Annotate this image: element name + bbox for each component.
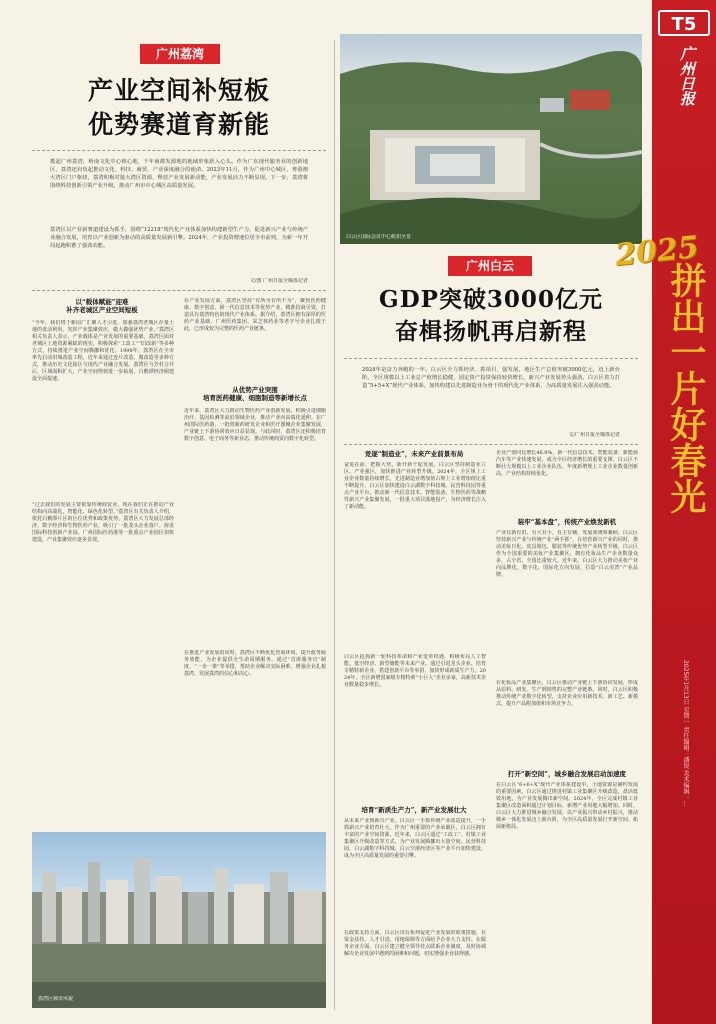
masthead-logo: 广州日报: [678, 46, 696, 106]
right-body-2: 白云区抢抓新一轮科技革命和产业变革机遇，积极布局人工智能、低空经济、新型储能等未来产业。通过引进龙头企业、培育专精特新企业、搭建创新平台等举措，加快形成新质生产力。2024年，全区新增国家级专精特新“小巨人”企业多家，高新技术企业数量稳步增长。: [344, 654, 486, 688]
right-body-4: 在政策支持方面，白云区出台系列促进产业发展的政策措施，在资金扶持、人才引进、用地保障等方面给予企业大力支持。在服务企业方面，白云区建立健全领导挂点联系企业制度，及时协调解决企业发展中遇到的困难和问题，切实增强企业获得感。: [344, 930, 486, 957]
right-title-line2: 奋楫扬帆再启新程: [395, 318, 587, 345]
slogan-text: 拼出一片好春光: [665, 262, 707, 514]
year-2025-art: 2025: [613, 229, 701, 274]
section-tag-baiyun: 广州白云: [448, 256, 532, 276]
left-body-3: 在产业发展方面，荔湾区坚持“有所为有所不为”，聚焦医药健康、数字创意、新一代信息技术等优势产业，精准招商引资，打造具有荔湾特色的现代产业体系。据介绍，荔湾区拥有深厚的医药产业基础，广州医药集团、采芝林药业等老字号企业扎根于此，已形成较为完整的医药产业链条。: [184, 298, 326, 332]
right-body-5: 企业产值同比增长46.9%，新一代信息技术、智能装备、新能源汽车等产业快速发展，成为全区经济增长的重要支撑。白云区不断壮大规模以上工业企业队伍，年度新增规上工业企业数量创新高，产业结构持续优化。: [496, 450, 638, 477]
page-number-badge: T5: [658, 10, 710, 36]
right-title-line1: GDP突破3000亿元: [379, 286, 603, 313]
right-body-6: 产业有新有旧，有大有小，有主有辅，发展要统筹兼顾。白云区坚持新兴产业与传统产业“两手抓”，在培育新兴产业的同时，推动美妆日化、皮具箱包、服装等传统优势产业转型升级。白云区作为全国重要的美妆产业集聚区，拥有化妆品生产企业数量众多，占全省、全国比重较大。近年来，白云区大力推动美妆产业向品牌化、数字化、国际化方向发展，打造“白云美湾”产业品牌。: [496, 530, 638, 578]
left-title-line2: 优势赛道育新能: [87, 110, 270, 139]
right-subhead-2: 培育“新质生产力”，新产业发展壮大: [361, 806, 467, 814]
right-body-3: 从未来产业到新兴产业，白云区一手抓传统产业改造提升，一手抓新兴产业培育壮大。作为广州重要的产业承载区，白云区拥有丰富的产业空间资源。近年来，白云区通过“工改工”、村镇工业集聚区升级改造等方式，为产业发展腾挪出大量空间。民营科技园、白云湖数字科技城、白云空港经济区等产业平台加快建设，成为全区高质量发展的重要引擎。: [344, 818, 486, 859]
baiyun-aerial-photo: [340, 34, 642, 244]
right-body-8: 在白云区“6+6+X”现代产业体系建设中，土地资源是制约发展的重要因素。白云区通过推进村镇工业集聚区升级改造，盘活低效用地，为产业发展腾出新空间。2024年，全区完成村镇工业集聚区改造面积超过计划目标，新增产业用地大幅增加。同时，白云区大力推进城乡融合发展，以产业振兴带动乡村振兴，推动城乡一体化发展迈上新台阶，为全区高质量发展打开新空间、拓展新格局。: [496, 782, 638, 830]
right-subhead-4: 打开“新空间”，城乡融合发展启动加速度: [508, 770, 626, 778]
left-body-4: 近年来，荔湾区大力推动生物医药产业创新发展，积极引进细胞治疗、基因检测等前沿领域企业，推动产业向高端化延伸。在广州国际医药港，一批创新药研发企业和医疗器械企业集聚发展，产业链上下游协同效应日益显现。与此同时，荔湾区还积极培育数字创意、电子商务等新业态，推动传统商贸向数字化转型。: [184, 408, 326, 442]
liwan-city-photo: [32, 832, 326, 1008]
side-footer-text: 2025年1月13日 星期一 责任编辑：潘锐 美术编辑：…: [682, 660, 689, 807]
right-body-7: 在化妆品产业集聚区，白云区推动产业链上下游协同发展，形成从原料、研发、生产到销售的完整产业链条。同时，白云区积极推动传统产业数字化转型，支持企业应用新技术、新工艺、新模式，提升产品附加值和市场竞争力。: [496, 680, 638, 707]
section-tag-liwan: 广州荔湾: [140, 44, 220, 64]
left-lead: 揽起广州荔湾，岭南文化中心核心地，千年商都发源地的地域形象跃入心头。作为广东现代服务业的创新地区，荔湾还肩负起推动文化、科技、商贸、产业深度融合的使命。2023年11月，作为广州中心城区，粤港澳大湾区门户枢纽，荔湾积极对接大湾区资源，释放产业发展新动能，产业发展活力不断显现。下一步，荔湾将围绕科技创新引领产业升级，推动广州市中心城区高质量发展。: [50, 159, 308, 189]
liwan-photo-caption: 荔湾区城市风貌: [38, 996, 74, 1002]
right-subhead-3: 装牢“基本盘”，传统产业焕发新机: [517, 518, 617, 526]
left-title-line1: 产业空间补短板: [87, 76, 270, 105]
right-body-1: 奋进在前，把握大势，新开新干促发展。白云区坚持制造业立区、产业强区，加快推进产业转型升级。2024年，全区规上工业企业数量持续增长，先进制造业增加值占规上工业增加值比重不断提升。白云区加快建设白云湖数字科技城、民营科技园等重点产业平台，推动新一代信息技术、智能装备、生物医药等战略性新兴产业集聚发展，一批重大项目落地投产，为经济增长注入了新动能。: [344, 462, 486, 510]
left-body-1: “今年，我们将于新园广汇聚人才引进，加强荔湾老城区存量土地的盘活利用，发挥产业集聚效应，做大做强优势产业。”荔湾区相关负责人表示，产业载体是产业发展的重要基础，荔湾区面对老城区土地资源紧缺的现实，积极探索“工改工”“旧改新”等多种方式，持续推进产业空间腾挪和优化。1998年，荔湾区在全市率先启动旧城改造工程，近年来通过连片改造、微改造等多种方式，推动历史文化街区与现代产业融合发展。荔湾区与芳村合并后，区域面积扩大，产业空间得到进一步拓展，白鹅潭经济圈建设全面提速。: [32, 320, 174, 382]
side-banner: [652, 0, 716, 1024]
conference-center-illustration: [340, 34, 642, 244]
right-article: [340, 34, 642, 1014]
left-article: [28, 40, 330, 1010]
left-body-5: 在推进产业发展的同时，荔湾区不断优化营商环境，提升政务服务效能，为企业提供全生命周期服务。通过“首席服务官”制度、“一企一策”等举措，帮助企业解决实际困难，增强企业扎根荔湾、发展荔湾的信心和决心。: [184, 650, 326, 677]
right-subhead-1: 竞逐“制造业”，未来产业前景布局: [364, 450, 464, 458]
left-subhead-2: 从优势产业突围 培育医药健康、细胞制造等新增长点: [203, 386, 307, 402]
right-byline: 文/广州日报全媒体记者: [568, 432, 620, 438]
left-subhead-1: 以“载体赋能”迎难 补齐老城区产业空间短板: [66, 298, 138, 314]
city-skyline-illustration: [32, 832, 326, 1008]
left-lead-2: 荔湾区以产业新赛道建设为抓手，围绕“12218”现代化产业体系加快构建新型生产力，促进新兴产业与传统产业融合发展，培育以产业创新为驱动的高质量发展新引擎。2024年，产业投资增速位居全市前列，为新一年开局起跑积蓄了强劲动能。: [50, 227, 308, 249]
baiyun-photo-caption: 白云区国际会议中心航拍全景: [346, 234, 412, 240]
left-byline: 文/图 广州日报全媒体记者: [249, 278, 308, 284]
left-body-2: “过去我们的发展主要依靠传统商贸业，现在我们正在推动产业结构向高端化、智能化、绿色化转型。”荔湾区有关负责人介绍，依托白鹅潭片区的区位优势和政策优势，荔湾区大力发展总部经济、数字经济和生物医药产业，吸引了一批龙头企业落户。海龙国际科技创新产业园、广州国际医药港等一批重点产业园区加快建设，产业集聚效应逐步显现。: [32, 502, 174, 543]
right-lead: 2024年是奋力奔跑的一年。白云区全力抓经济、抓项目、强发展，地区生产总值突破3000亿元，迈上新台阶。全区规模以上工业总产值增长稳健，固定资产投资保持较快增长，新兴产业发展势头强劲。白云区着力打造“5+5+X”现代产业体系，加快构建以先进制造业为骨干的现代化产业体系，为高质量发展注入强劲动能。: [362, 367, 620, 389]
